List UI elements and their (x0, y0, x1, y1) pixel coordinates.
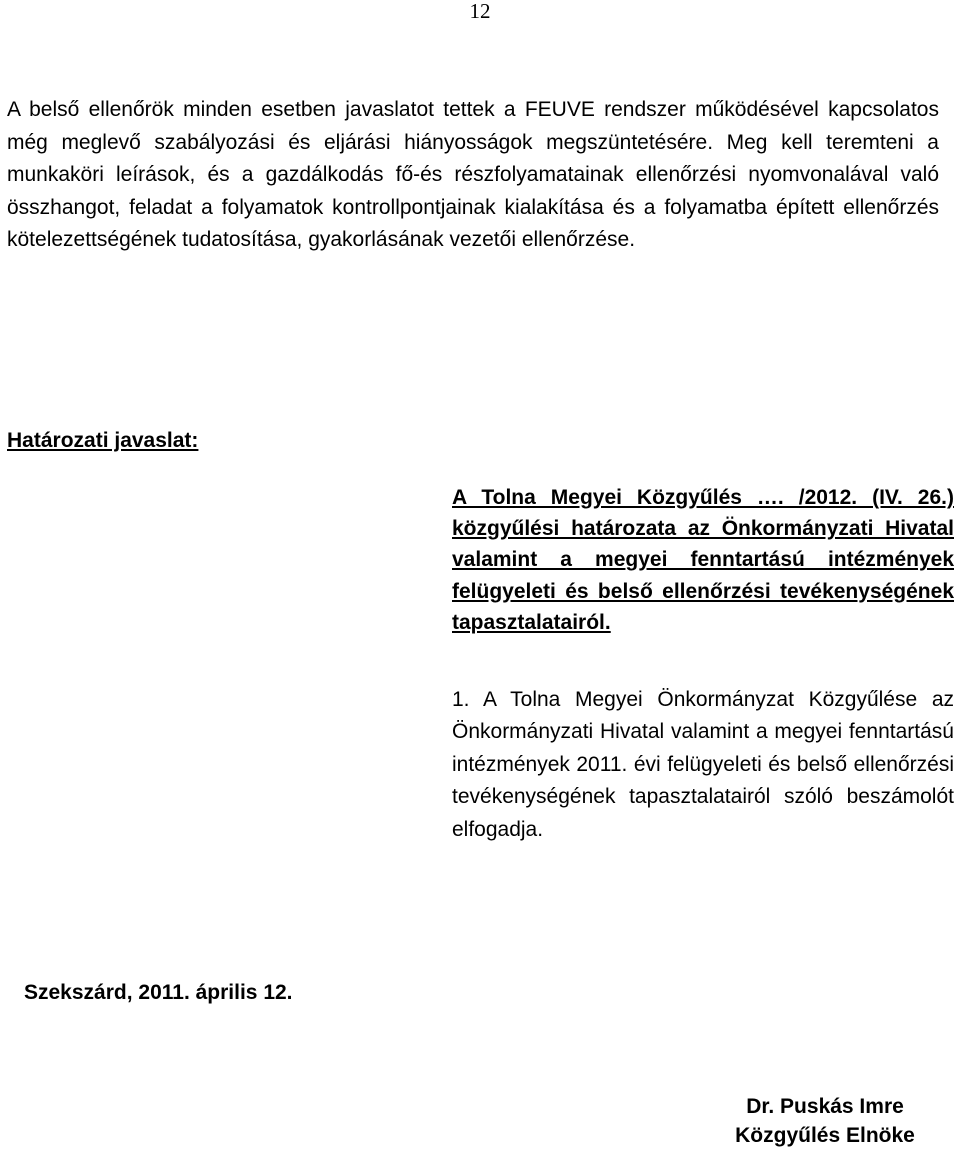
signatory-name: Dr. Puskás Imre (746, 1095, 904, 1118)
place-date: Szekszárd, 2011. április 12. (24, 981, 293, 1004)
intro-paragraph: A belső ellenőrök minden esetben javaslatot tettek a FEUVE rendszer működésével kapcsolatos még meglevő szabályozási és eljárási hiányosságok megszüntetésére. Meg kell teremteni a munkaköri leírások, és a gazdálkodás fő-és részfolyamatainak ellenőrzési nyomvonalával való összhangot, feladat a folyamatok kontrollpontjainak kialakítása és a folyamatba épített ellenőrzés kötelezettségének tudatosítása, gyakorlásának vezetői ellenőrzése. (7, 98, 939, 251)
proposal-heading: Határozati javaslat: (7, 429, 199, 452)
signatory-title: Közgyűlés Elnöke (735, 1124, 915, 1147)
resolution-title: A Tolna Megyei Közgyűlés …. /2012. (IV. 26.) közgyűlési határozata az Önkormányzati Hivatal valamint a megyei fenntartású intézmények felügyeleti és belső ellenőrzési tevékenységének tapasztalatairól. (452, 486, 954, 634)
signature-block (700, 1092, 950, 1150)
resolution-body: 1. A Tolna Megyei Önkormányzat Közgyűlése az Önkormányzati Hivatal valamint a megyei fenntartású intézmények 2011. évi felügyeleti és belső ellenőrzési tevékenységének tapasztalatairól szóló beszámolót elfogadja. (452, 688, 954, 841)
page-number: 12 (469, 0, 491, 23)
